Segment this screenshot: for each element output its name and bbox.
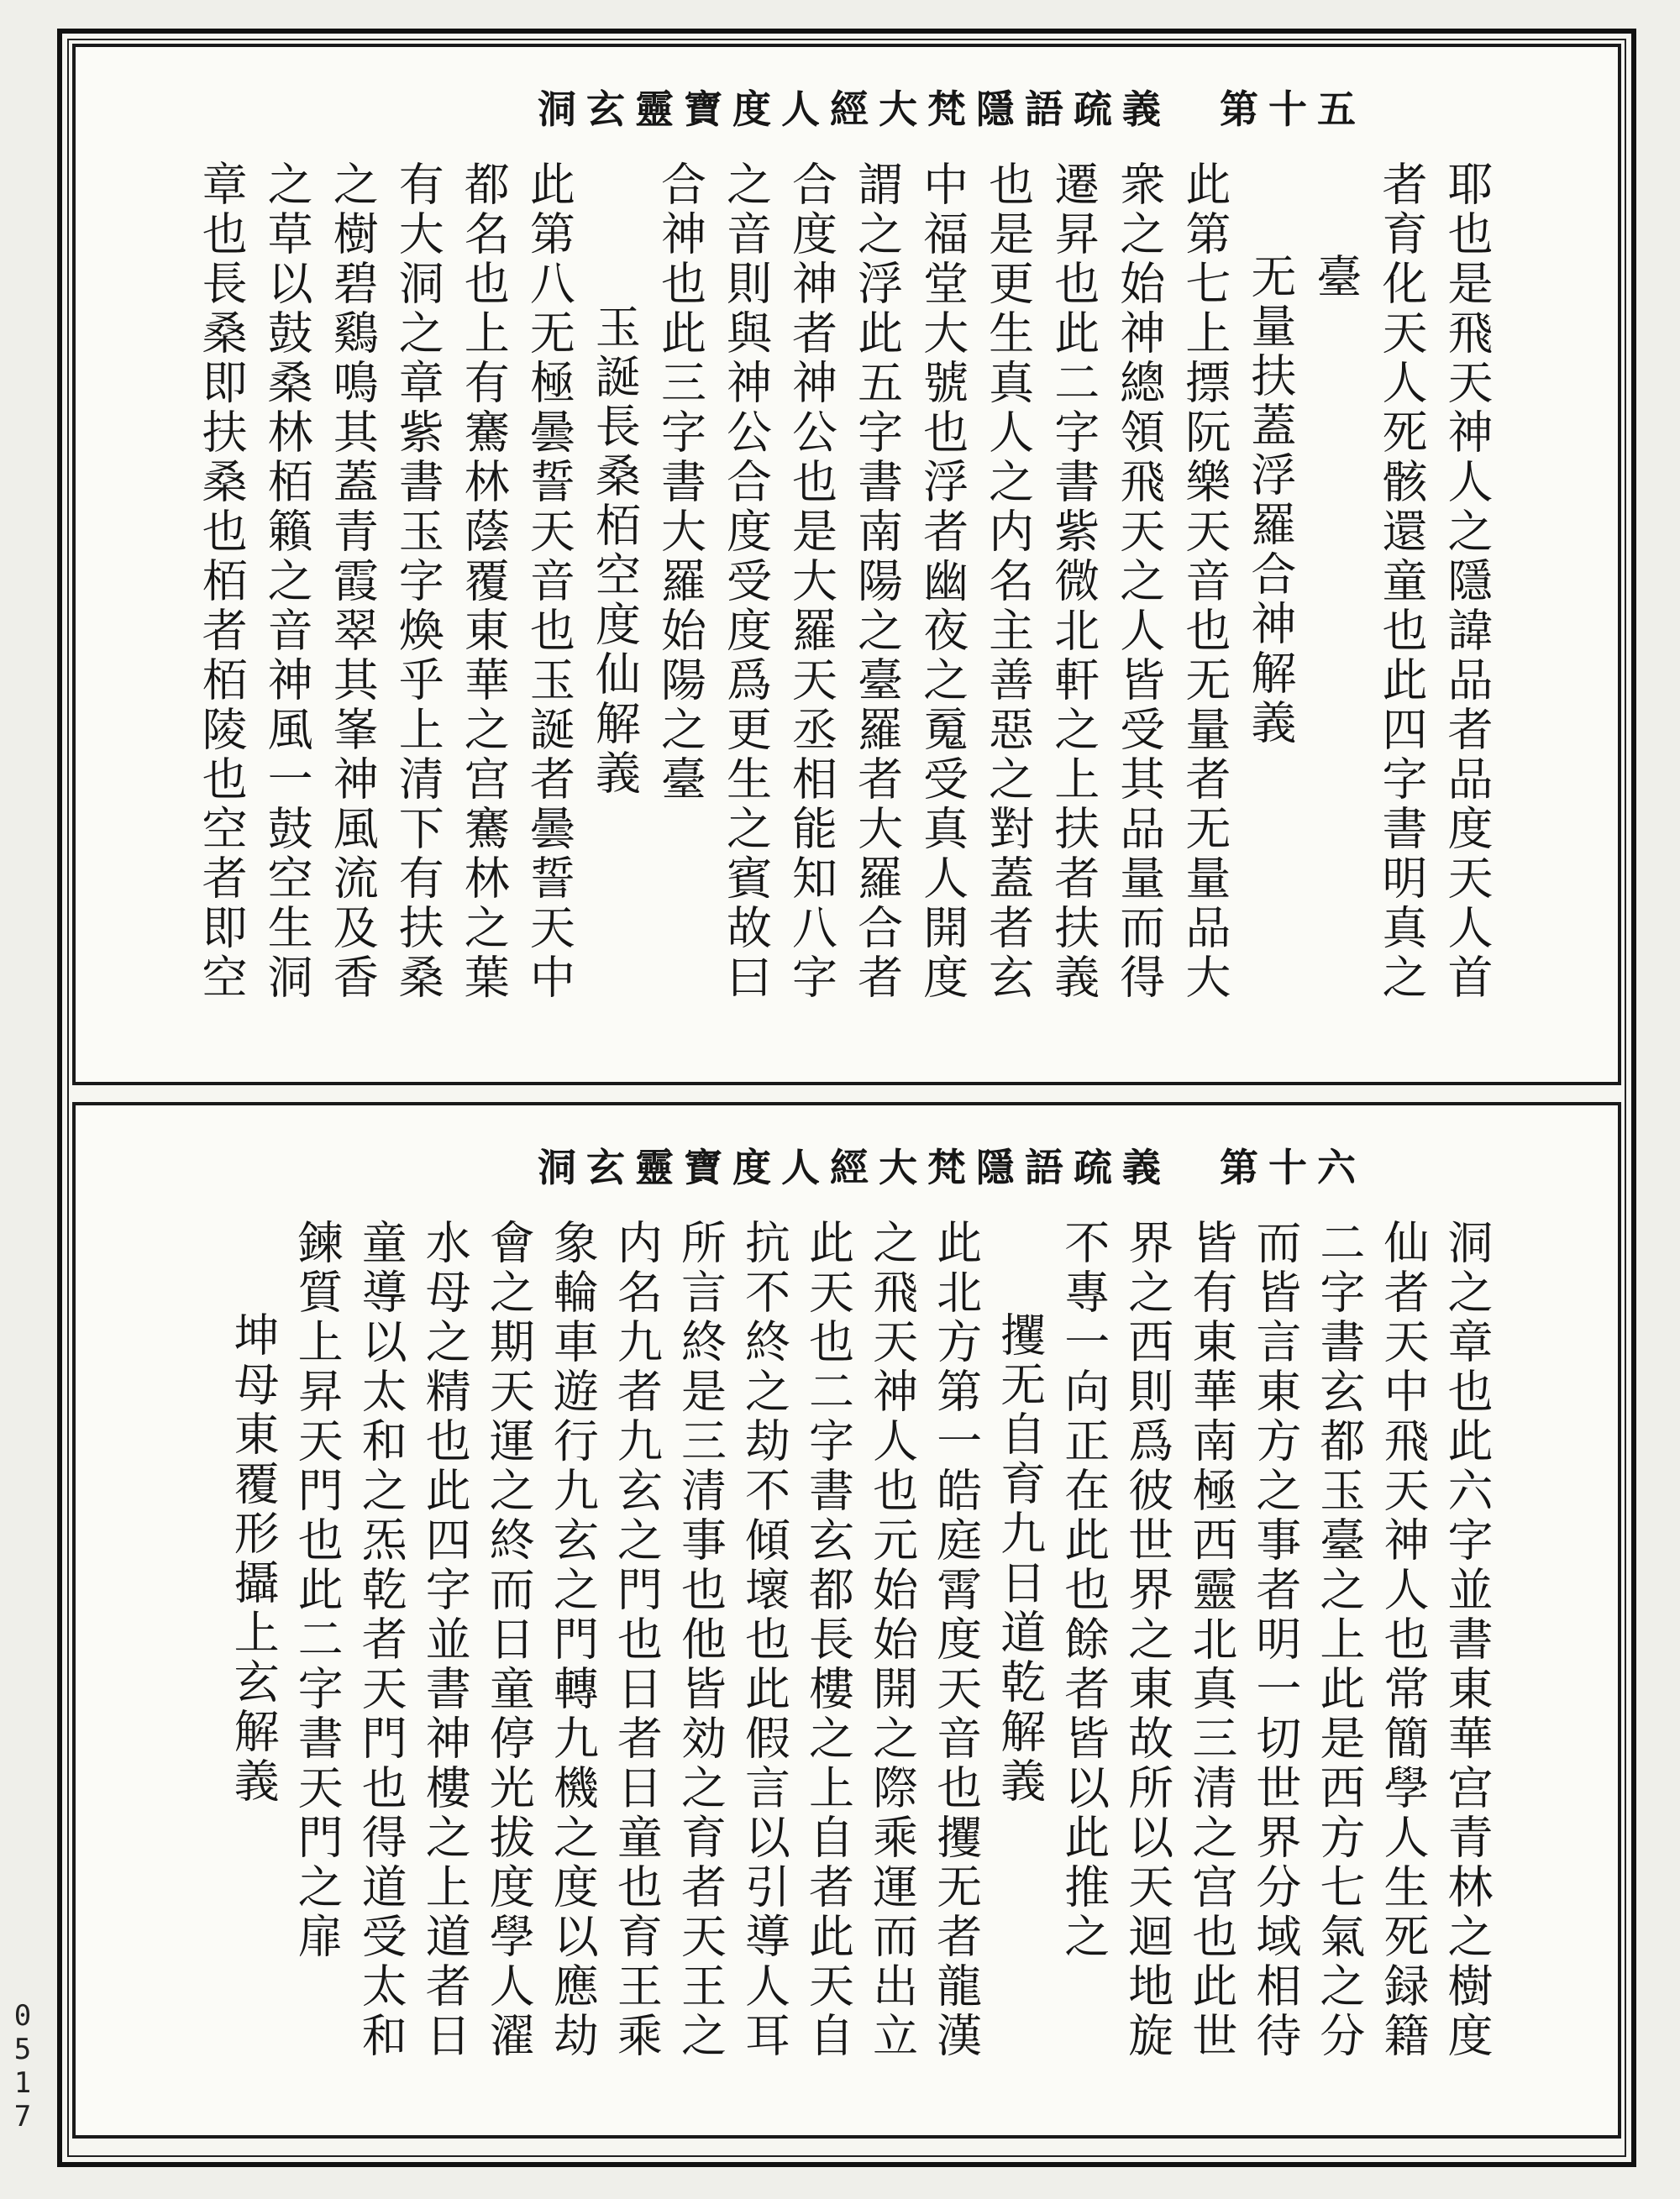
bottom-col-19: 鍊質上昇天門也此二字書天門之扉 [291,1219,344,1962]
top-running-head: 洞玄靈寶度人經大梵隱語疏義 第十五 [538,87,1366,132]
bottom-col-11: 此天也二字書玄都長樓之上自者此天自 [801,1219,855,2061]
bottom-col-10: 之飛天神人也元始始開之際乘運而出立 [865,1219,919,2061]
top-col-10: 謂之浮此五字書南陽之臺羅者大羅合者 [850,160,904,1003]
page-number [2,1999,44,2143]
top-col-13: 合神也此三字書大羅始陽之臺 [654,160,707,805]
top-col-8: 也是更生真人之内名主善惡之對蓋者玄 [981,160,1035,1003]
bottom-col-13: 所言終是三清事也他皆効之育者天王之 [674,1219,727,2061]
top-col-3: 臺 [1309,253,1362,302]
top-col-20: 章也長桑即扶桑也栢者栢陵也空者即空 [195,160,249,1003]
bottom-col-14: 内名九者九玄之門也日者日童也育王乘 [610,1219,664,2061]
bottom-col-15: 象輪車遊行九玄之門轉九機之度以應劫 [546,1219,600,2061]
bottom-col-1: 洞之章也此六字並書東華宫青林之樹度 [1441,1219,1494,2061]
bottom-col-4: 而皆言東方之事者明一切世界分域相待 [1248,1219,1302,2061]
top-text-columns [193,160,1504,1048]
top-col-19: 之草以鼓桑林栢籟之音神風一鼓空生洞 [260,160,314,1003]
bottom-text-columns [227,1219,1504,2102]
top-col-18: 之樹碧鷄鳴其蓋青霞翠其峯神風流及香 [326,160,380,1003]
page-number-text: 0517 [6,1999,39,2133]
top-panel [72,44,1621,1085]
top-col-17: 有大洞之章紫書玉字煥乎上清下有扶桑 [391,160,445,1003]
top-col-5: 此第七上摽阮樂天音也无量者无量品大 [1178,160,1231,1003]
bottom-col-8-title: 攫无自育九日道乾解義 [993,1311,1047,1807]
top-col-9: 中福堂大號也浮者幽夜之䰟受真人開度 [916,160,969,1003]
top-col-6: 衆之始神總領飛天之人皆受其品量而得 [1112,160,1166,1003]
top-col-12: 之音則與神公合度受度爲更生之賓故曰 [719,160,773,1003]
bottom-col-3: 二字書玄都玉臺之上此是西方七氣之分 [1312,1219,1366,2061]
bottom-col-12: 抗不終之劫不傾壞也此假言以引導人耳 [738,1219,791,2061]
top-col-1: 耶也是飛天神人之隱諱品者品度天人首 [1441,160,1494,1003]
bottom-col-9: 此北方第一皓庭霄度天音也攫无者龍漢 [929,1219,983,2061]
top-col-2: 者育化天人死骸還童也此四字書明真之 [1374,160,1428,1003]
bottom-col-7: 不專一向正在此也餘者皆以此推之 [1057,1219,1110,1962]
scripture-sheet [57,29,1636,2167]
bottom-col-6: 界之西則爲彼世界之東故所以天迴地旋 [1121,1219,1174,2061]
bottom-col-16: 會之期天運之終而日童停光拔度學人濯 [482,1219,536,2061]
bottom-col-2: 仙者天中飛天神人也常簡學人生死録籍 [1376,1219,1430,2061]
top-col-4-title: 无量扶蓋浮羅合神解義 [1243,253,1297,748]
top-col-15: 此第八无極曇誓天音也玉誕者曇誓天中 [522,160,576,1003]
bottom-col-17: 水母之精也此四字並書神樓之上道者日 [418,1219,472,2061]
bottom-running-head: 洞玄靈寶度人經大梵隱語疏義 第十六 [538,1145,1366,1190]
bottom-col-18: 童導以太和之炁乾者天門也得道受太和 [354,1219,408,2061]
bottom-panel [72,1102,1621,2139]
top-col-16: 都名也上有騫林蔭覆東華之宫騫林之葉 [457,160,511,1003]
top-col-11: 合度神者神公也是大羅天丞相能知八字 [785,160,838,1003]
top-col-14-title: 玉誕長桑栢空度仙解義 [588,303,642,799]
bottom-col-20-title: 坤母東覆形攝上玄解義 [227,1311,281,1807]
top-col-7: 遷昇也此二字書紫微北軒之上扶者扶義 [1047,160,1100,1003]
bottom-col-5: 皆有東華南極西靈北真三清之宫也此世 [1184,1219,1238,2061]
